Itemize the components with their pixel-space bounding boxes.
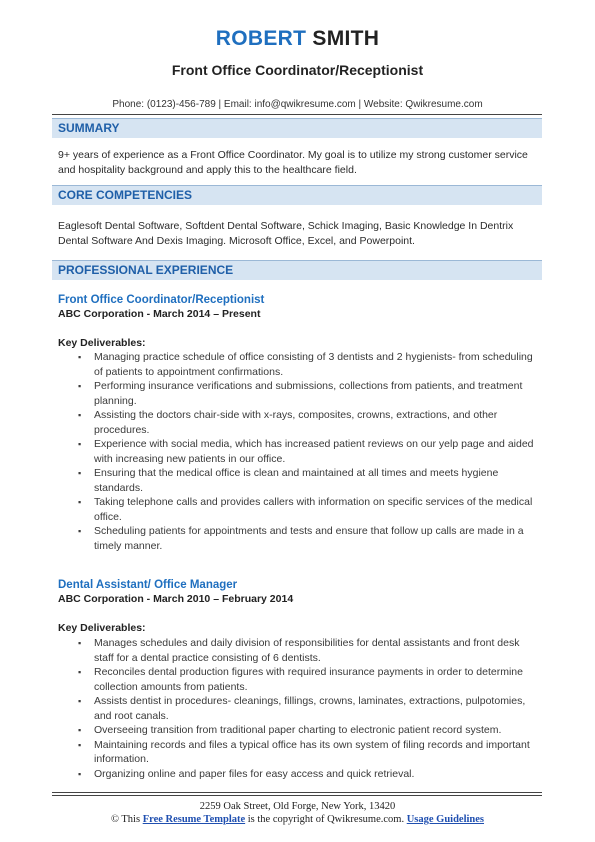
free-resume-template-link[interactable]: Free Resume Template bbox=[142, 814, 246, 825]
deliverables-list-2 bbox=[58, 636, 540, 781]
copyright-prefix: © This bbox=[110, 814, 141, 825]
bullet-icon: ▪ bbox=[78, 696, 82, 706]
list-item bbox=[58, 437, 540, 466]
bullet-text: Reconciles dental production figures with required insurance payments in order to determine collection amounts from patients. bbox=[94, 666, 523, 693]
bullet-text: Performing insurance verifications and submissions, collections from patients, and treatment planning. bbox=[94, 380, 523, 407]
bullet-icon: ▪ bbox=[78, 638, 82, 648]
bullet-icon: ▪ bbox=[78, 739, 82, 750]
bullet-text: Maintaining records and files a typical office has its own system of filing records and important information. bbox=[94, 738, 530, 765]
bullet-text: Scheduling patients for appointments and tests and ensure that follow up calls are made in a timely manner. bbox=[94, 525, 524, 552]
bullet-icon: ▪ bbox=[78, 725, 82, 735]
list-item bbox=[58, 694, 540, 723]
summary-text: 9+ years of experience as a Front Office Coordinator. My goal is to utilize my strong customer service and hospitality background and apply this to the healthcare field. bbox=[58, 149, 528, 176]
usage-guidelines-link[interactable]: Usage Guidelines bbox=[406, 814, 485, 825]
competencies-heading-bar bbox=[52, 185, 542, 205]
list-item bbox=[58, 665, 540, 694]
experience-heading-bar bbox=[52, 260, 542, 280]
contact-info: Phone: (0123)-456-789 | Email: info@qwikresume.com | Website: Qwikresume.com bbox=[112, 99, 483, 110]
list-item bbox=[58, 466, 540, 495]
candidate-name bbox=[0, 26, 595, 52]
list-item bbox=[58, 738, 540, 767]
candidate-title: Front Office Coordinator/Receptionist bbox=[171, 62, 424, 78]
header-divider bbox=[52, 114, 542, 115]
bullet-text: Managing practice schedule of office consisting of 3 dentists and 2 hygienists- from scheduling of patients to appointment confirmations. bbox=[94, 351, 533, 378]
bullet-text: Experience with social media, which has increased patient reviews on our yelp page and aided with increasing new patients in our office. bbox=[94, 438, 534, 465]
first-name: ROBERT bbox=[215, 27, 307, 50]
copyright-middle: is the copyright of Qwikresume.com. bbox=[247, 814, 405, 825]
job-company-1: ABC Corporation - March 2014 – Present bbox=[58, 308, 261, 320]
bullet-text: Ensuring that the medical office is clean and maintained at all times and meets hygiene standards. bbox=[94, 467, 499, 494]
job-title-1: Front Office Coordinator/Receptionist bbox=[58, 294, 265, 306]
footer-address: 2259 Oak Street, Old Forge, New York, 13420 bbox=[199, 801, 396, 812]
experience-heading: PROFESSIONAL EXPERIENCE bbox=[58, 263, 234, 277]
list-item bbox=[58, 408, 540, 437]
deliverables-label-1: Key Deliverables: bbox=[58, 337, 146, 349]
deliverables-label-2: Key Deliverables: bbox=[58, 622, 146, 634]
footer-copyright bbox=[0, 813, 595, 826]
last-name: SMITH bbox=[312, 27, 380, 50]
footer-divider-bottom bbox=[52, 795, 542, 796]
bullet-icon: ▪ bbox=[78, 352, 82, 362]
bullet-text: Assisting the doctors chair-side with x-rays, composites, crowns, extractions, and other procedures. bbox=[94, 409, 498, 436]
bullet-icon: ▪ bbox=[78, 497, 82, 507]
bullet-text: Manages schedules and daily division of responsibilities for dental assistants and front desk staff for a dental practice consisting of 6 dentists. bbox=[94, 637, 520, 664]
bullet-text: Taking telephone calls and provides callers with information on specific services of the medical office. bbox=[94, 496, 533, 523]
bullet-text: Assists dentist in procedures- cleanings, fillings, crowns, laminates, extractions, pulpotomies, and root canals. bbox=[94, 695, 526, 722]
job-title-2: Dental Assistant/ Office Manager bbox=[58, 579, 238, 591]
bullet-icon: ▪ bbox=[78, 667, 82, 677]
list-item bbox=[58, 350, 540, 379]
list-item bbox=[58, 636, 540, 665]
bullet-icon: ▪ bbox=[78, 381, 82, 391]
competencies-text: Eaglesoft Dental Software, Softdent Dental Software, Schick Imaging, Basic Knowledge In Dentrix Dental Software And Dexis Imaging. Microsoft Office, Excel, and Powerpoint. bbox=[58, 220, 514, 247]
list-item bbox=[58, 495, 540, 524]
list-item bbox=[58, 379, 540, 408]
list-item bbox=[58, 524, 540, 553]
list-item bbox=[58, 767, 540, 782]
bullet-text: Organizing online and paper files for easy access and quick retrieval. bbox=[94, 767, 415, 780]
bullet-text: Overseeing transition from traditional paper charting to electronic patient record system. bbox=[94, 724, 502, 736]
bullet-icon: ▪ bbox=[78, 468, 82, 478]
summary-heading: SUMMARY bbox=[58, 121, 120, 135]
deliverables-list-1 bbox=[58, 350, 540, 553]
list-item bbox=[58, 723, 540, 738]
bullet-icon: ▪ bbox=[78, 410, 82, 420]
competencies-heading: CORE COMPETENCIES bbox=[58, 188, 193, 202]
job-company-2: ABC Corporation - March 2010 – February 2014 bbox=[58, 593, 294, 605]
bullet-icon: ▪ bbox=[78, 526, 82, 536]
bullet-icon: ▪ bbox=[78, 439, 82, 449]
footer-divider-top bbox=[52, 792, 542, 793]
bullet-icon: ▪ bbox=[78, 768, 82, 779]
summary-heading-bar bbox=[52, 118, 542, 138]
